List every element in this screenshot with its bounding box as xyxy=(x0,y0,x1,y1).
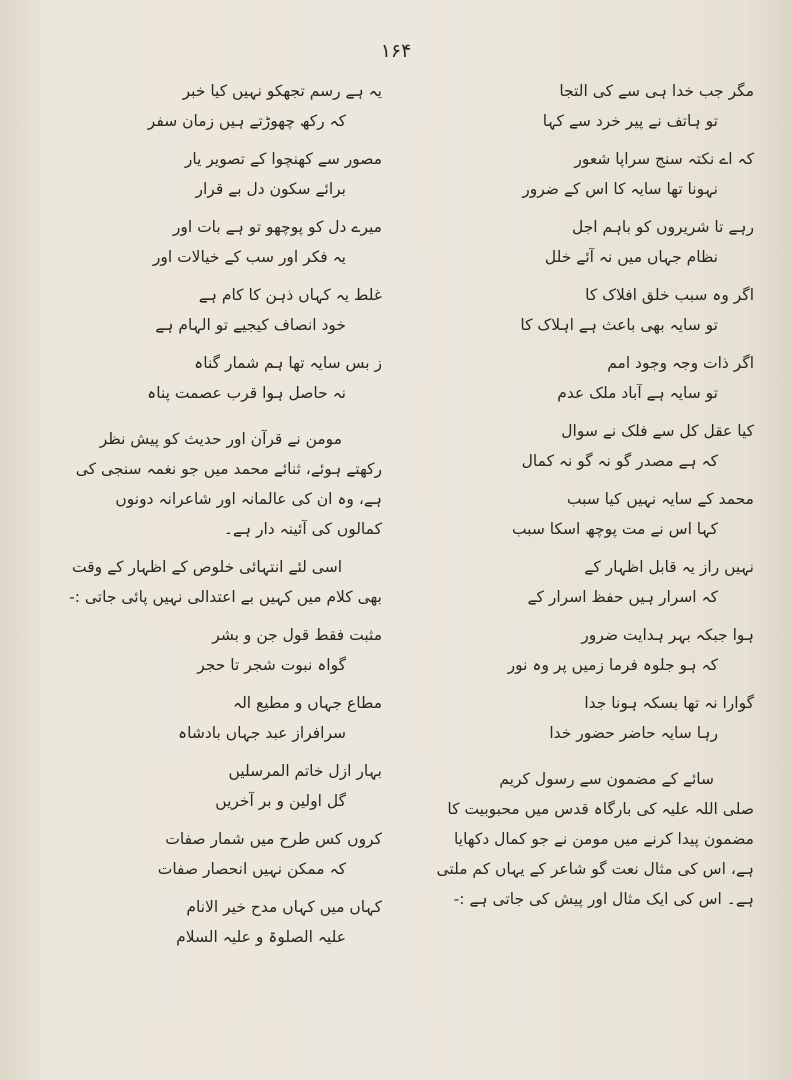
verse-line: کہ رکھ چھوڑتے ہیں زمان سفر xyxy=(147,112,346,130)
verse-line: نہیں راز یہ قابل اظہار کے xyxy=(584,558,754,576)
verse-line: گل اولین و بر آخریں xyxy=(215,792,346,810)
verse-line: گوارا نہ تھا بسکہ ہونا جدا xyxy=(584,694,754,712)
couplet xyxy=(402,76,754,136)
right-column xyxy=(402,76,754,914)
verse-line: علیہ الصلوۃ و علیہ السلام xyxy=(176,928,346,946)
verse-line: کہ ہو جلوہ فرما زمیں پر وہ نور xyxy=(507,656,718,674)
verse-line: رہے تا شریروں کو باہم اجل xyxy=(571,218,754,236)
verse-line: کہ ممکن نہیں انحصار صفات xyxy=(157,860,346,878)
prose-paragraph xyxy=(402,764,754,914)
prose-paragraph xyxy=(14,424,382,544)
verse-line: نظام جہاں میں نہ آئے خلل xyxy=(544,248,718,266)
couplet xyxy=(14,348,382,408)
couplet xyxy=(402,484,754,544)
prose-line: رکھتے ہوئے، ثنائے محمد میں جو نغمہ سنجی کی xyxy=(75,460,382,478)
verse-line: اگر ذات وجہ وجود امم xyxy=(607,354,754,372)
verse-line: محمد کے سایہ نہیں کیا سبب xyxy=(566,490,754,508)
verse-line: خود انصاف کیجیے تو الہام ہے xyxy=(155,316,346,334)
verse-line: کیا عقل کل سے فلک نے سوال xyxy=(561,422,754,440)
couplet xyxy=(402,212,754,272)
prose-line: ہے، وہ ان کی عالمانہ اور شاعرانہ دونوں xyxy=(115,490,382,508)
verse-line: سرافراز عبد جہاں بادشاہ xyxy=(178,724,346,742)
couplet xyxy=(14,144,382,204)
verse-line: نہ حاصل ہوا قرب عصمت پناہ xyxy=(147,384,346,402)
verse-line: کہا اس نے مت پوچھ اسکا سبب xyxy=(511,520,718,538)
verse-line: مثبت فقط قول جن و بشر xyxy=(212,626,382,644)
verse-line: تو سایہ ہے آباد ملک عدم xyxy=(557,384,718,402)
couplet xyxy=(14,892,382,952)
couplet xyxy=(14,212,382,272)
verse-line: اگر وہ سبب خلق افلاک کا xyxy=(585,286,754,304)
left-column xyxy=(14,76,382,952)
prose-paragraph xyxy=(14,552,382,612)
verse-line: یہ ہے رسم تجھکو نہیں کیا خبر xyxy=(182,82,382,100)
prose-line: سائے کے مضمون سے رسول کریم xyxy=(499,770,714,788)
verse-line: کہ اسرار ہیں حفظ اسرار کے xyxy=(527,588,718,606)
verse-line: میرے دل کو پوچھو تو ہے بات اور xyxy=(172,218,382,236)
verse-line: مگر جب خدا ہی سے کی التجا xyxy=(559,82,754,100)
verse-line: کروں کس طرح میں شمار صفات xyxy=(165,830,382,848)
couplet xyxy=(402,416,754,476)
verse-line: غلط یہ کہاں ذہن کا کام ہے xyxy=(198,286,382,304)
verse-line: یہ فکر اور سب کے خیالات اور xyxy=(152,248,346,266)
verse-line: کہ اے نکتہ سنج سراپا شعور xyxy=(574,150,754,168)
verse-line: ز بس سایہ تھا ہم شمار گناہ xyxy=(194,354,382,372)
page-number: ۱۶۴ xyxy=(380,40,412,62)
couplet xyxy=(402,144,754,204)
verse-line: رہا سایہ حاضر حضور خدا xyxy=(549,724,718,742)
couplet xyxy=(14,688,382,748)
prose-line: مومن نے قرآن اور حدیث کو پیش نظر xyxy=(99,430,342,448)
prose-line: ہے، اس کی مثال نعت گو شاعر کے یہاں کم ملتی xyxy=(436,860,754,878)
prose-line: صلی اللہ علیہ کی بارگاہ قدس میں محبوبیت کا xyxy=(447,800,754,818)
verse-line: ہوا جبکہ بہر ہدایت ضرور xyxy=(581,626,754,644)
prose-line: مضمون پیدا کرنے میں مومن نے جو کمال دکھایا xyxy=(454,830,754,848)
verse-line: تو ہاتف نے پیر خرد سے کہا xyxy=(542,112,718,130)
couplet xyxy=(14,76,382,136)
verse-line: کہاں میں کہاں مدح خیر الانام xyxy=(186,898,382,916)
verse-line: مصور سے کھنچوا کے تصویر یار xyxy=(184,150,382,168)
prose-line: ہے۔ اس کی ایک مثال اور پیش کی جاتی ہے :- xyxy=(453,890,754,908)
couplet xyxy=(14,280,382,340)
couplet xyxy=(402,620,754,680)
verse-line: مطاع جہاں و مطیع الہ xyxy=(232,694,382,712)
couplet xyxy=(14,824,382,884)
couplet xyxy=(402,348,754,408)
couplet xyxy=(14,756,382,816)
couplet xyxy=(402,552,754,612)
verse-line: نہونا تھا سایہ کا اس کے ضرور xyxy=(522,180,718,198)
verse-line: تو سایہ بھی باعث ہے اہلاک کا xyxy=(520,316,718,334)
prose-line: بھی کلام میں کہیں بے اعتدالی نہیں پائی جاتی :- xyxy=(69,588,382,606)
verse-line: گواہ نبوت شجر تا حجر xyxy=(197,656,346,674)
couplet xyxy=(14,620,382,680)
couplet xyxy=(402,280,754,340)
verse-line: بہار ازل خاتم المرسلیں xyxy=(228,762,382,780)
verse-line: کہ ہے مصدر گو نہ گو نہ کمال xyxy=(521,452,718,470)
prose-line: اسی لئے انتہائی خلوص کے اظہار کے وقت xyxy=(72,558,342,576)
couplet xyxy=(402,688,754,748)
prose-line: کمالوں کی آئینہ دار ہے۔ xyxy=(223,520,382,538)
verse-line: برائے سکون دل بے قرار xyxy=(195,180,346,198)
